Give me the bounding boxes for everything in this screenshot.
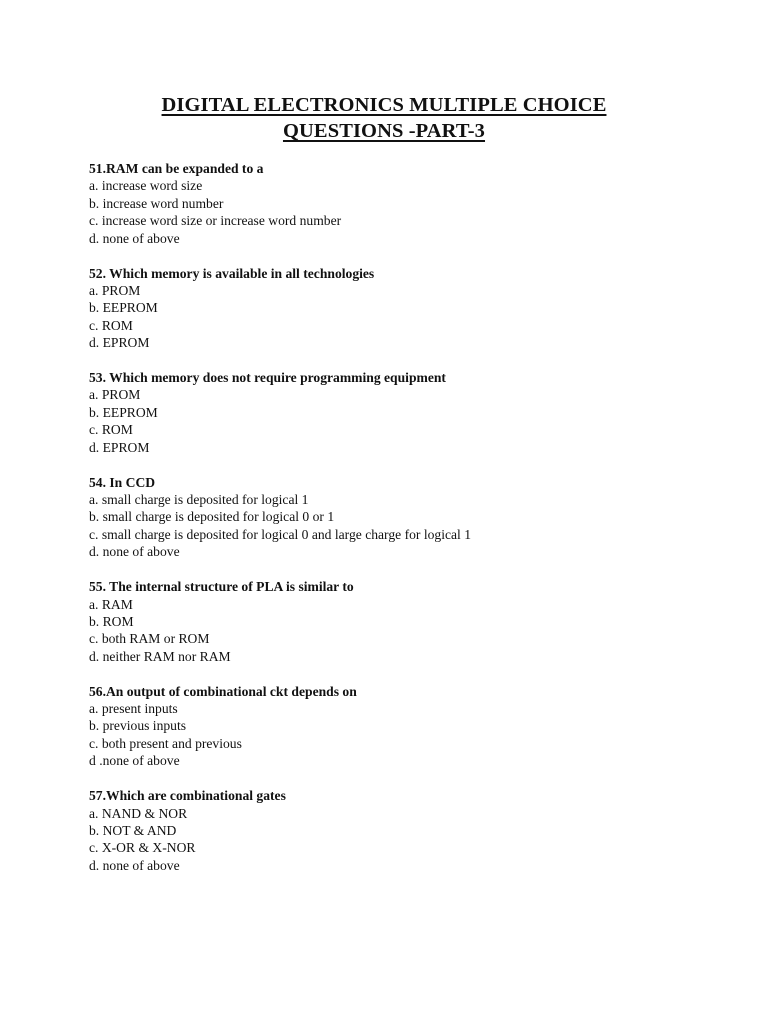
page-title-line-1: DIGITAL ELECTRONICS MULTIPLE CHOICE (161, 94, 607, 116)
page-title-line-2: QUESTIONS -PART-3 (282, 120, 486, 142)
option-d: d. none of above (89, 230, 180, 246)
question-text: 54. In CCD (89, 474, 156, 490)
option-b: b. EEPROM (89, 300, 158, 316)
option-d: d. EPROM (89, 439, 150, 455)
question-text: 51.RAM can be expanded to a (89, 161, 264, 176)
question-text: 53. Which memory does not require programming equipment (89, 370, 446, 386)
option-d: d. neither RAM nor RAM (89, 648, 231, 664)
question-text: 56.An output of combinational ckt depends on (89, 683, 357, 699)
question-54 (89, 474, 729, 561)
question-text: 57.Which are combinational gates (89, 788, 286, 804)
option-b: b. previous inputs (89, 718, 187, 734)
option-c: c. X-OR & X-NOR (89, 840, 196, 856)
option-a: a. RAM (89, 596, 133, 612)
question-56 (89, 683, 729, 770)
option-b: b. ROM (89, 613, 134, 629)
option-c: c. both present and previous (89, 735, 242, 751)
option-b: b. small charge is deposited for logical 0 or 1 (89, 509, 335, 525)
option-c: c. both RAM or ROM (89, 631, 210, 647)
option-d: d. none of above (89, 544, 180, 560)
option-c: c. increase word size or increase word number (89, 213, 342, 229)
option-d: d. EPROM (89, 335, 150, 351)
option-a: a. small charge is deposited for logical 1 (89, 492, 309, 507)
option-a: a. increase word size (89, 178, 203, 194)
question-51 (89, 160, 729, 247)
option-c: c. small charge is deposited for logical 0 and large charge for logical 1 (89, 526, 472, 542)
option-a: a. present inputs (89, 701, 178, 717)
option-b: b. NOT & AND (89, 823, 177, 838)
question-text: 52. Which memory is available in all technologies (89, 265, 375, 281)
question-52 (89, 265, 729, 352)
page-title (0, 92, 768, 144)
option-a: a. PROM (89, 387, 141, 403)
option-d: d. none of above (89, 857, 180, 873)
question-57 (89, 787, 729, 874)
option-a: a. NAND & NOR (89, 805, 188, 821)
option-b: b. increase word number (89, 195, 224, 211)
option-b: b. EEPROM (89, 404, 158, 420)
question-text: 55. The internal structure of PLA is similar to (89, 579, 354, 595)
question-55 (89, 578, 729, 665)
question-list (89, 160, 729, 892)
option-a: a. PROM (89, 282, 141, 298)
option-c: c. ROM (89, 317, 133, 333)
option-c: c. ROM (89, 422, 133, 438)
option-d: d .none of above (89, 753, 180, 769)
question-53 (89, 369, 729, 456)
